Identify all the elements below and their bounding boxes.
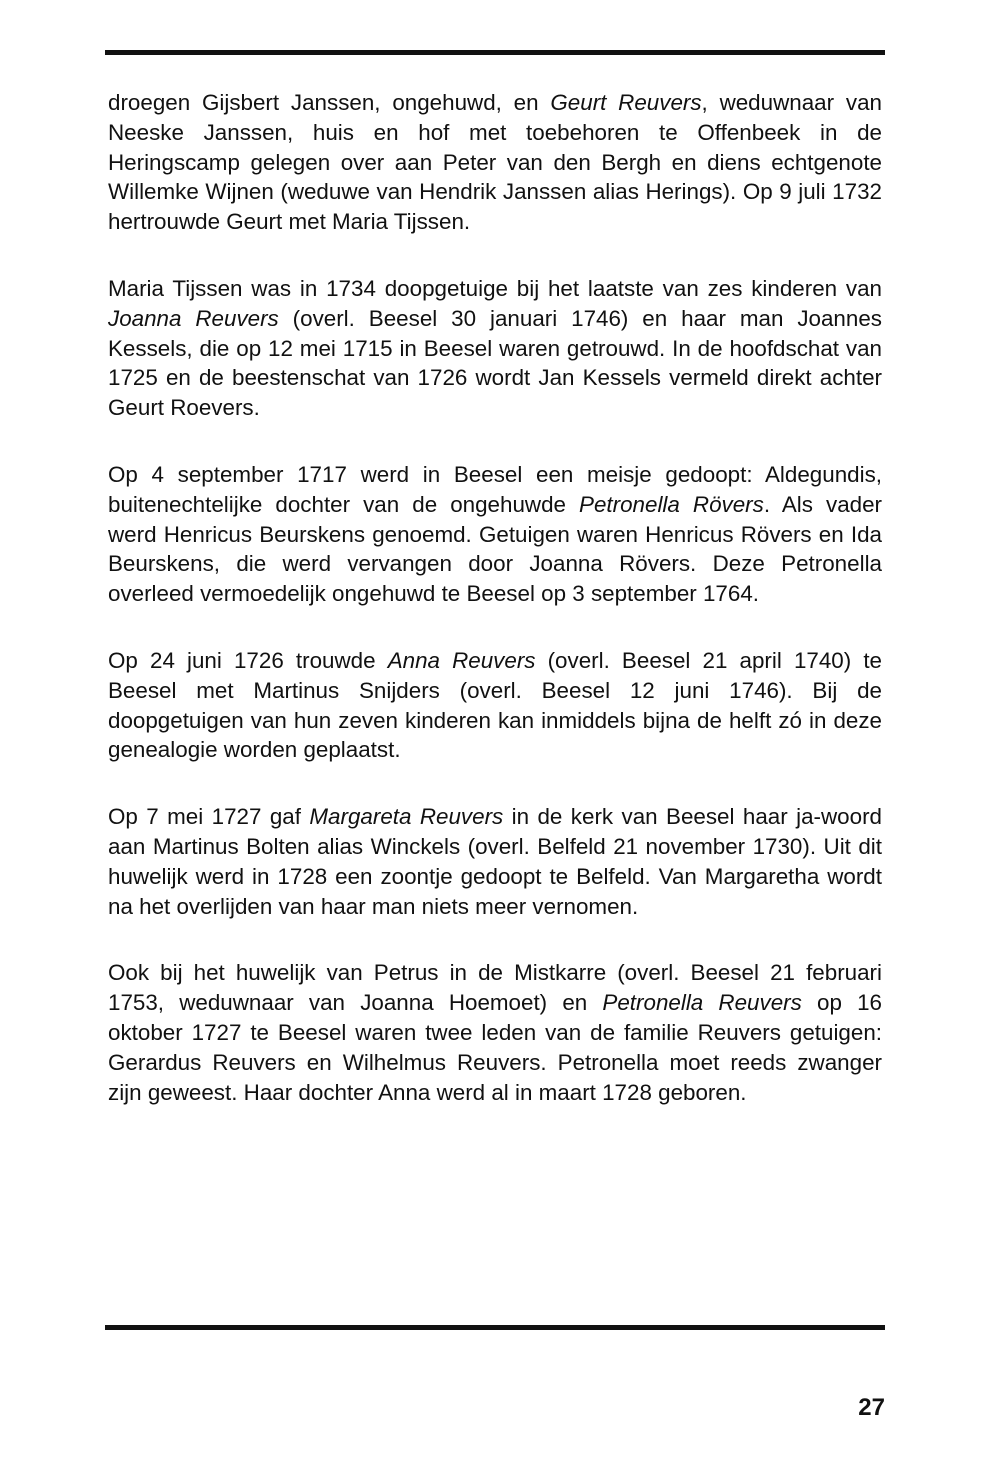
text-run: (overl. Beesel 30 januari 1746) en haar man Joannes Kessels, die op 12 mei 1715 in Beesel waren getrouwd. In de hoofdschat van 1725 en de beestenschat van 1726 wordt Jan Kessels vermeld direkt achter Geurt Roevers. [108, 305, 882, 421]
text-run: Op 24 juni 1726 trouwde [108, 647, 388, 673]
italic-name: Anna Reuvers [387, 647, 536, 673]
text-run: in de kerk van Beesel haar ja-woord aan Martinus Bolten alias Winckels (overl. Belfeld 21 november 1730). Uit dit huwelijk werd in 1728 een zoontje gedoopt te Belfeld. Van Margaretha wordt na het overlijden van haar man niets meer vernomen. [108, 804, 882, 919]
italic-name: Petronella Rövers [579, 491, 764, 517]
page-body [108, 88, 882, 1144]
italic-name: Joanna Reuvers [108, 305, 279, 331]
paragraph-3 [108, 460, 882, 609]
text-run: op 16 oktober 1727 te Beesel waren twee leden van de familie Reuvers getuigen: Gerardus Reuvers en Wilhelmus Reuvers. Petronella moet reeds zwanger zijn geweest. Haar dochter Anna werd al in maart 1728 geboren. [108, 990, 882, 1105]
text-run: Op 4 september 1717 werd in Beesel een meisje gedoopt: Aldegundis, buitenechtelijke dochter van de ongehuwde [108, 461, 882, 517]
text-run: . Als vader werd Henricus Beurskens genoemd. Getuigen waren Henricus Rövers en Ida Beurskens, die werd vervangen door Joanna Rövers. Deze Petronella overleed vermoedelijk ongehuwd te Beesel op 3 september 1764. [108, 491, 883, 607]
text-run: Ook bij het huwelijk van Petrus in de Mistkarre (overl. Beesel 21 februari 1753, weduwnaar van Joanna Hoemoet) en [108, 960, 882, 1016]
paragraph-6 [108, 958, 882, 1107]
top-rule [105, 50, 885, 55]
paragraph-1 [108, 88, 882, 237]
italic-name: Geurt Reuvers [550, 90, 702, 115]
text-run: Maria Tijssen was in 1734 doopgetuige bij het laatste van zes kinderen van [108, 275, 882, 301]
paragraph-5 [108, 802, 882, 921]
text-run: , weduwnaar van Neeske Janssen, huis en hof met toebehoren te Offenbeek in de Heringscamp gelegen over aan Peter van den Bergh en diens echtgenote Willemke Wijnen (weduwe van Hendrik Janssen alias Herings). Op 9 juli 1732 hertrouwde Geurt met Maria Tijssen. [108, 90, 882, 235]
text-run: droegen Gijsbert Janssen, ongehuwd, en [108, 90, 551, 115]
text-run: Op 7 mei 1727 gaf [108, 804, 310, 830]
text-run: (overl. Beesel 21 april 1740) te Beesel met Martinus Snijders (overl. Beesel 12 juni 1746). Bij de doopgetuigen van hun zeven kinderen kan inmiddels bijna de helft zó in deze genealogie worden geplaatst. [108, 647, 883, 763]
paragraph-2 [108, 274, 882, 423]
paragraph-4 [108, 646, 882, 765]
page-number: 27 [858, 1394, 885, 1421]
bottom-rule [105, 1325, 885, 1330]
italic-name: Margareta Reuvers [309, 804, 504, 830]
italic-name: Petronella Reuvers [602, 990, 802, 1016]
